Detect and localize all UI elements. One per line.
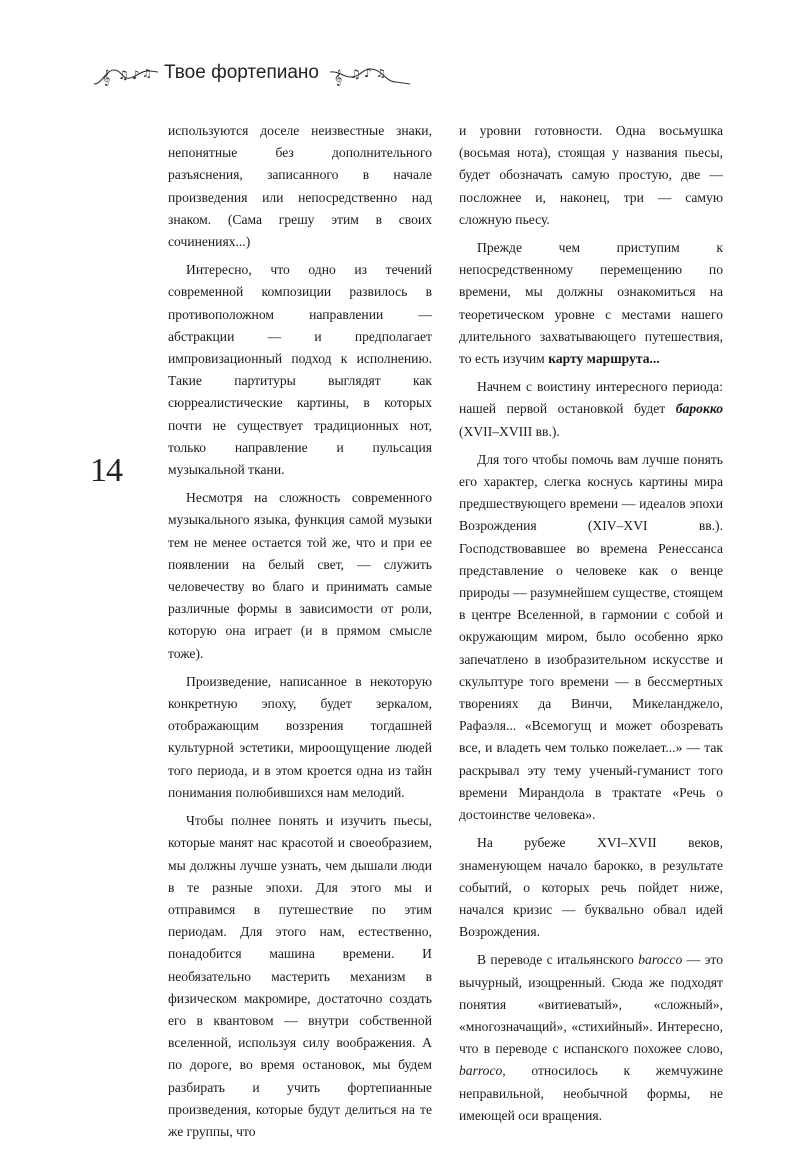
paragraph-text: (XVII–XVIII вв.). bbox=[459, 423, 560, 439]
paragraph-text: Прежде чем приступим к непосредственному перемещению по времени, мы должны ознакомиться на теоретическом уровне с местами нашего длительного захватывающего путешествия, то есть изучим bbox=[459, 240, 723, 367]
svg-text:♫: ♫ bbox=[142, 67, 152, 80]
header-title: Твое фортепиано bbox=[164, 62, 319, 83]
paragraph-text: относилось к жемчужине неправильной, необычной формы, не имеющей оси вращения. bbox=[459, 1063, 724, 1123]
left-column bbox=[168, 120, 432, 1149]
running-header bbox=[92, 58, 412, 98]
svg-text:♪: ♪ bbox=[364, 66, 372, 80]
paragraph-text: В переводе с итальянского bbox=[477, 952, 634, 968]
paragraph-text: — это вычурный, изощренный. Сюда же подходят понятия «витиеватый», «сложный», «многозначащий», «стихийный». Интересно, что в переводе с испанского похожее слово, bbox=[459, 952, 723, 1057]
right-column bbox=[459, 120, 723, 1133]
svg-text:𝄞: 𝄞 bbox=[102, 70, 111, 86]
paragraph bbox=[459, 376, 723, 443]
music-notes-flourish-icon-left bbox=[92, 62, 158, 88]
baroque-term: барокко bbox=[675, 401, 723, 417]
paragraph: Интересно, что одно из течений современной композиции развилось в противоположном направлении — абстракции — и предполагает импровизационный подход к исполнению. Такие партитуры выглядят как сюрреалистические картины, в которых почти не существует традиционных нот, только направление и пульсация музыкальной ткани. bbox=[168, 262, 432, 478]
paragraph: используются доселе неизвестные знаки, непонятные без дополнительного разъяснения, записанного в начале произведения или непосредственно над знаком. (Сама грешу этим в своих сочинениях...) bbox=[168, 123, 432, 250]
paragraph: Для того чтобы помочь вам лучше понять его характер, слегка коснусь картины мира предшествующего времени — идеалов эпохи Возрождения (XIV–XVI вв.). Господствовавшее во времена Ренессанса представление о человеке как о венце природы — разумнейшем существе, стоящем в центре Вселенной, в гармонии с собой и окружающим миром, было особенно ярко запечатлено в изобразительном искусстве и скульптуре того времени — в бессмертных творениях да Винчи, Микеланджело, Рафаэля... «Всемогущ и может обозревать все, и владеть чем только пожелает...» — так раскрывал эту тему ученый-гуманист того времени Мирандола в трактате «Речь о достоинстве человека». bbox=[459, 451, 723, 823]
paragraph: Произведение, написанное в некоторую конкретную эпоху, будет зеркалом, отображающим воззрения тогдашней культурной эстетики, мироощущение людей того периода, и в этом кроется одна из тайн понимания полюбившихся нам мелодий. bbox=[168, 673, 432, 800]
route-map-emphasis: карту маршрута... bbox=[548, 351, 660, 367]
svg-text:♫: ♫ bbox=[118, 68, 129, 82]
paragraph: Несмотря на сложность современного музыкального языка, функция самой музыки тем не менее остается той же, что и при ее появлении на белый свет, — служить человечеству во благо и принимать самые различные формы в зависимости от роли, которую она играет (и в прямом смысле тоже). bbox=[168, 490, 432, 661]
page-number: 14 bbox=[90, 452, 122, 489]
music-notes-flourish-icon-right bbox=[330, 62, 410, 88]
paragraph bbox=[459, 237, 723, 370]
paragraph: и уровни готовности. Одна восьмушка (восьмая нота), стоящая у названия пьесы, будет обозначать самую простую, две — посложнее и, наконец, три — самую сложную пьесу. bbox=[459, 123, 723, 227]
svg-text:♪: ♪ bbox=[132, 68, 140, 82]
paragraph: Чтобы полнее понять и изучить пьесы, которые манят нас красотой и своеобразием, мы должны лучше узнать, чем дышали люди в те разные эпохи. Для этого мы и отправимся в путешествие по этим периодам. Для этого нам, естественно, понадобится машина времени. И необязательно мастерить механизм в физическом макромире, достаточно создать его в квантовом — внутри собственной вселенной, используя силу воображения. А по дороге, во время остановок, мы будем разбирать и учить фортепианные произведения, которые будут делиться на те же группы, что bbox=[168, 813, 432, 1139]
svg-text:♫: ♫ bbox=[376, 67, 386, 80]
italian-term: barocco bbox=[638, 952, 683, 968]
paragraph bbox=[459, 949, 723, 1127]
paragraph: На рубеже XVI–XVII веков, знаменующем начало барокко, в результате событий, о которых речь пойдет ниже, начался кризис — буквально обвал идей Возрождения. bbox=[459, 835, 723, 940]
svg-text:𝄞: 𝄞 bbox=[334, 70, 343, 86]
paragraph-text: Начнем с воистину интересного периода: нашей первой остановкой будет bbox=[459, 379, 723, 417]
svg-text:♫: ♫ bbox=[350, 67, 361, 81]
spanish-term: barroco, bbox=[459, 1063, 506, 1079]
